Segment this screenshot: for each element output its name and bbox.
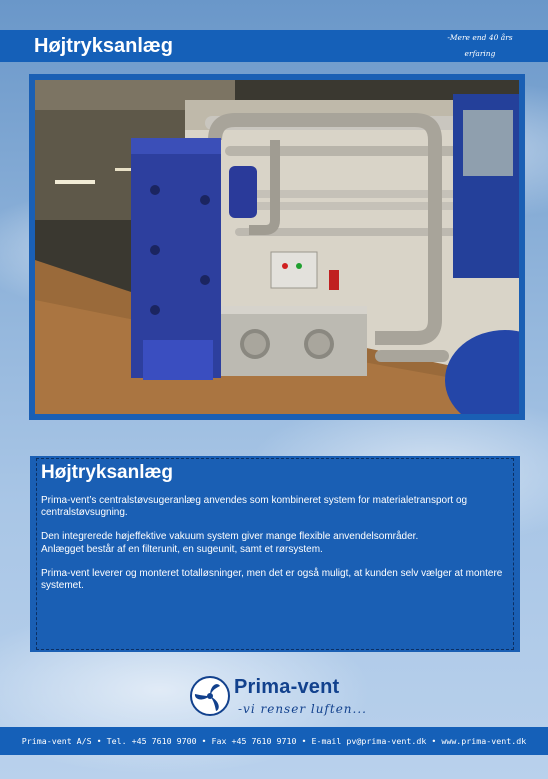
paragraph-1: Prima-vent’s centralstøvsugeranlæg anvendes som kombineret system for materialetransport og centralstøvsugning. — [41, 495, 468, 519]
tagline-line-1: -Mere end 40 års — [447, 33, 513, 42]
info-panel — [30, 456, 520, 652]
fan-logo-icon — [190, 676, 230, 716]
logo-name: Prima-vent — [234, 676, 340, 698]
photo-illustration — [35, 80, 519, 414]
page-title: Højtryksanlæg — [34, 35, 173, 57]
photo-frame — [29, 74, 525, 420]
tagline — [420, 30, 540, 62]
paragraph-2: Den integrerede højeffektive vakuum system giver mange flexible anvendelsområder. Anlægget består af en filterunit, en sugeunit, samt et rørsystem. — [41, 531, 419, 555]
info-panel-border — [36, 458, 514, 650]
prima-vent-logo — [190, 676, 390, 722]
footer-contact: Prima-vent A/S • Tel. +45 7610 9700 • Fax +45 7610 9710 • E-mail pv@prima-vent.dk • www.prima-vent.dk — [21, 736, 527, 746]
logo-slogan: -vi renser luften... — [238, 702, 367, 716]
info-panel-text — [41, 495, 517, 604]
tagline-line-2: erfaring — [464, 49, 496, 58]
paragraph-3: Prima-vent leverer og monteret totalløsninger, men det er også muligt, at kunden selv vælger at montere systemet. — [41, 567, 503, 592]
info-panel-title: Højtryksanlæg — [41, 462, 173, 483]
vacuum-plant-photo — [35, 80, 519, 414]
